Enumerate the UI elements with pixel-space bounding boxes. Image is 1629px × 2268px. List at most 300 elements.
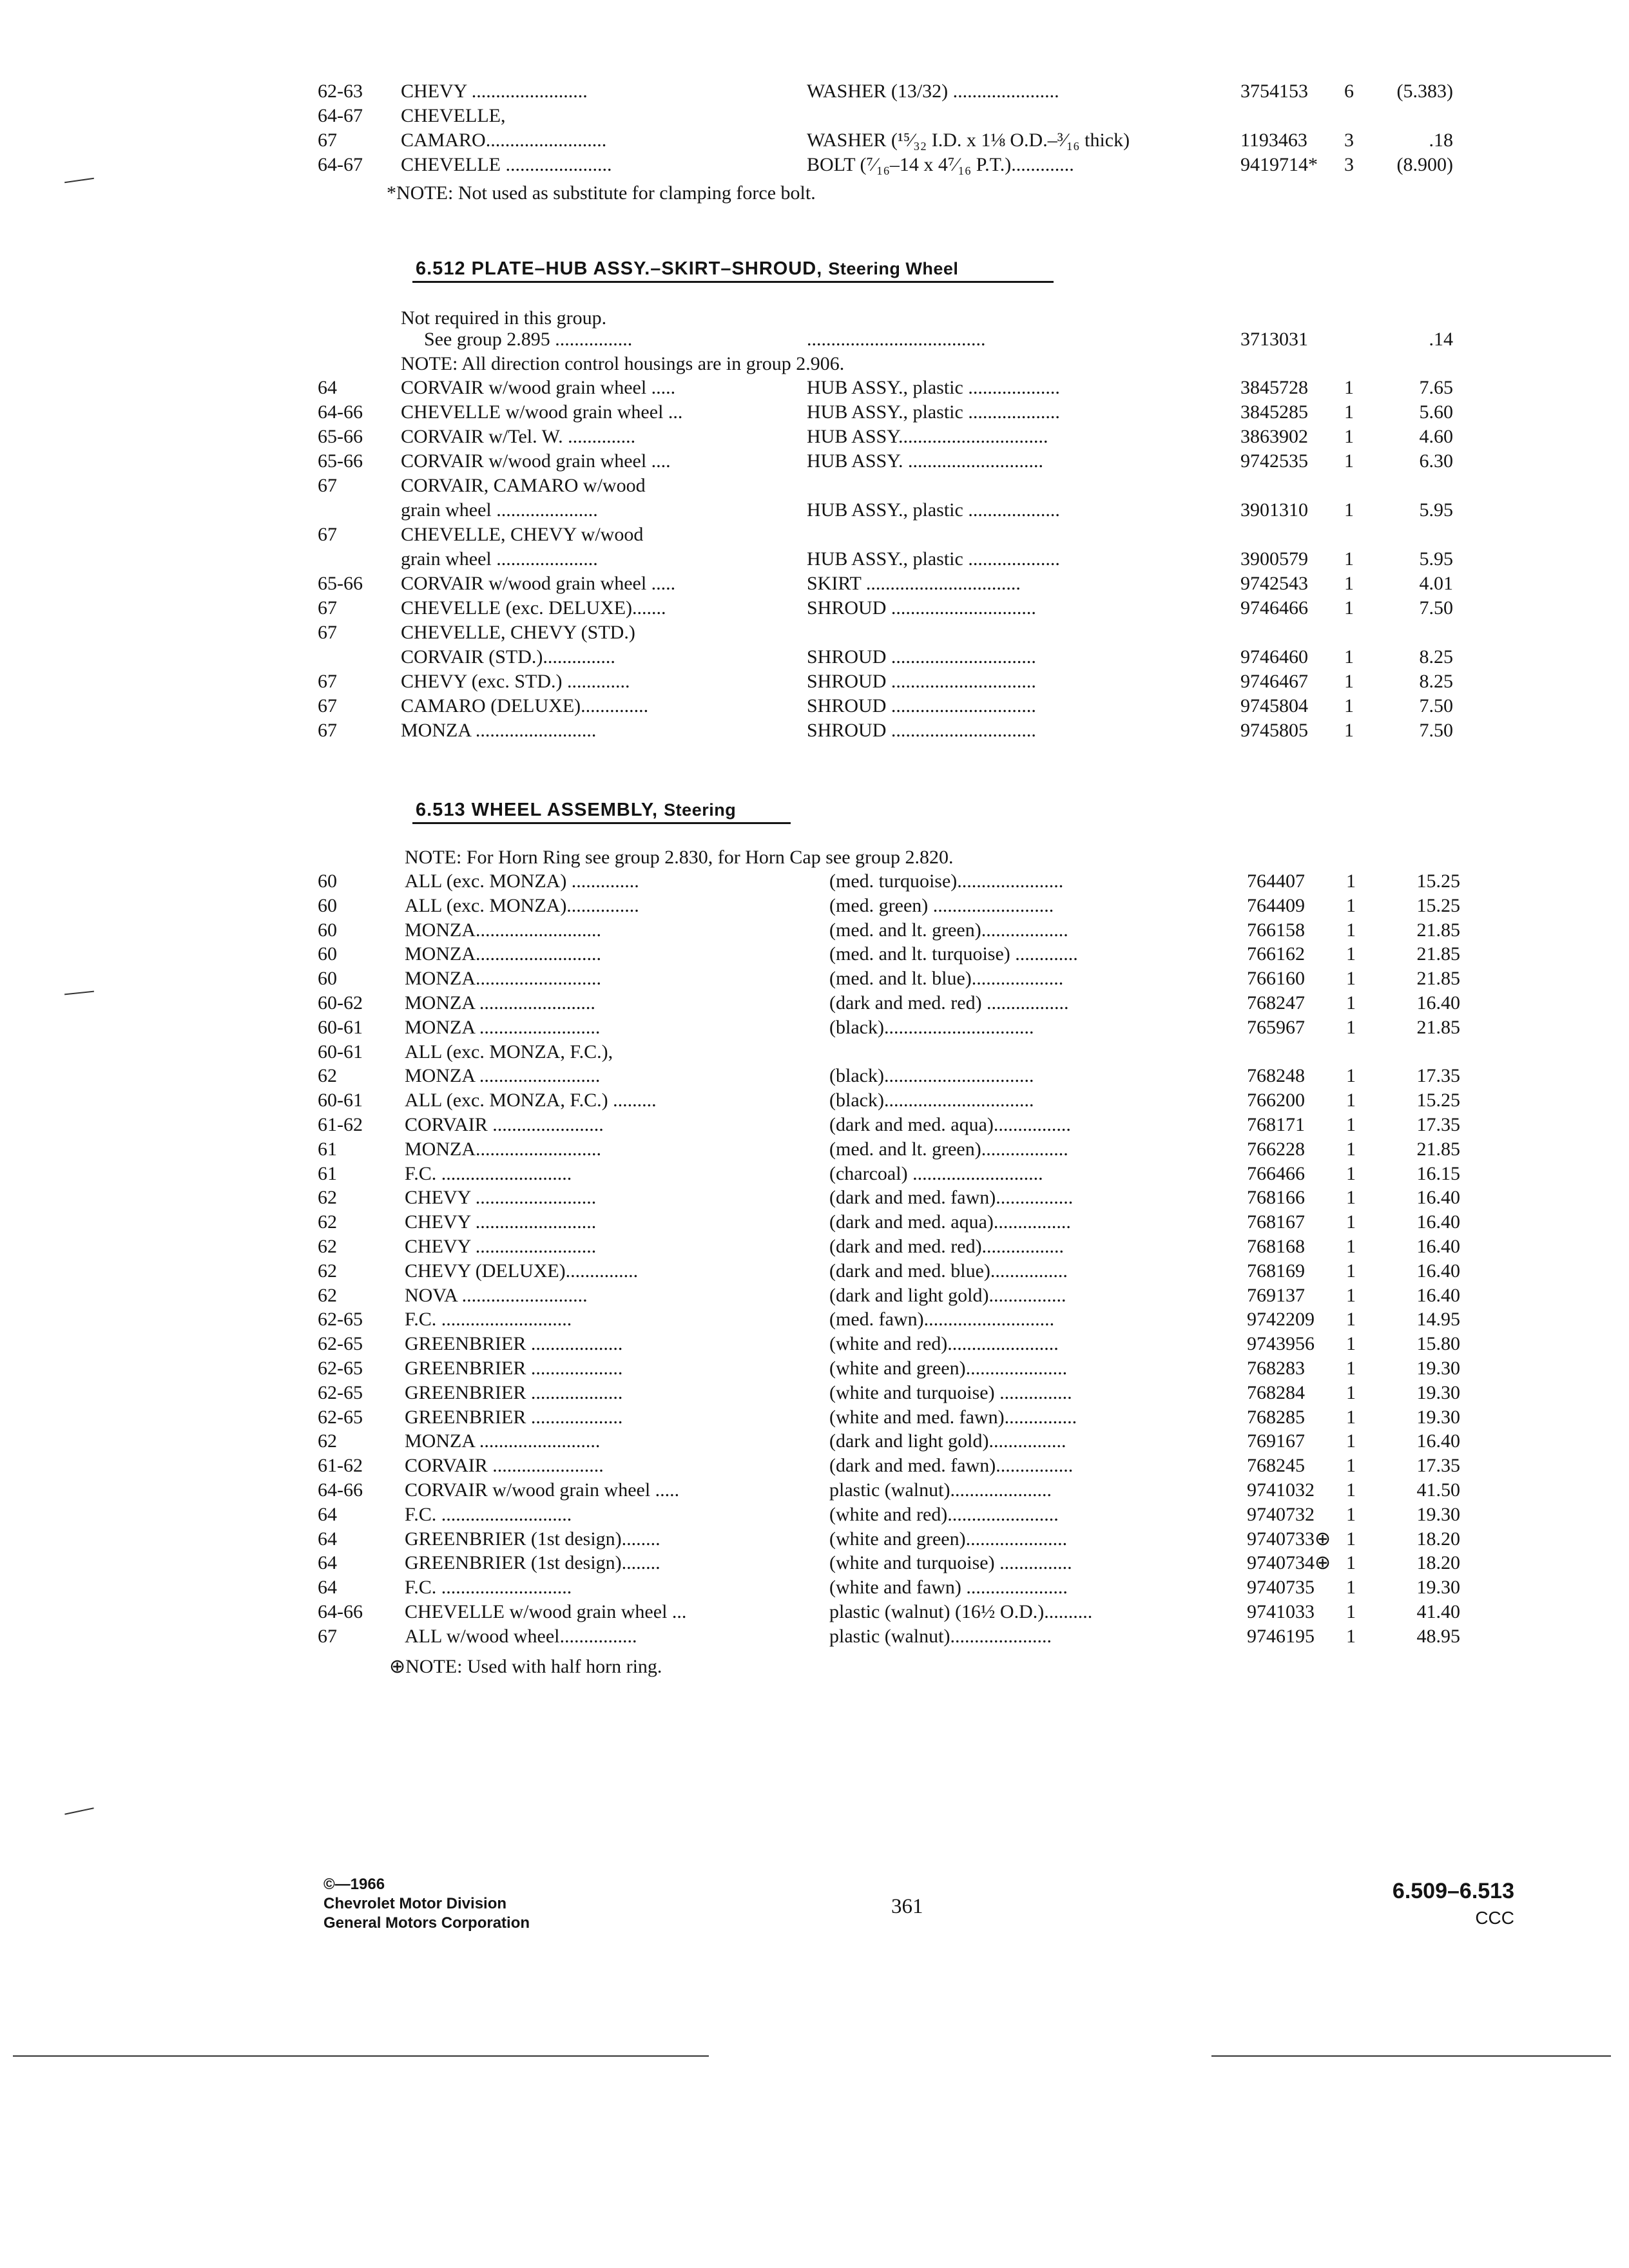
bottom-rule-right: [1211, 2055, 1611, 2057]
row-quantity: 1: [1344, 499, 1354, 521]
row-description: (dark and med. fawn)................: [829, 1455, 1074, 1477]
section-c-heading-sub: Steering: [664, 800, 737, 820]
row-part-number: 9746467: [1240, 671, 1308, 692]
parts-row: [0, 1552, 1629, 1575]
row-years: 64-66: [318, 1479, 363, 1501]
row-years: 62-63: [318, 81, 363, 102]
row-quantity: 6: [1344, 81, 1354, 102]
row-quantity: 1: [1346, 1284, 1356, 1306]
row-description: plastic (walnut).....................: [829, 1479, 1052, 1501]
row-quantity: 1: [1346, 870, 1356, 892]
row-price: 14.95: [1416, 1309, 1460, 1331]
row-years: 67: [318, 622, 337, 643]
parts-row: [0, 894, 1629, 918]
row-part-number: 768285: [1247, 1406, 1305, 1428]
row-years: 67: [318, 1625, 337, 1647]
parts-row: [0, 1381, 1629, 1405]
row-quantity: 1: [1344, 426, 1354, 447]
parts-row: [0, 450, 1629, 473]
row-part-number: 768284: [1247, 1381, 1305, 1403]
parts-row: [0, 943, 1629, 966]
row-part-number: 9746195: [1247, 1625, 1315, 1647]
row-part-number: 3845285: [1240, 401, 1308, 423]
parts-row: [0, 1308, 1629, 1331]
row-model: CHEVELLE w/wood grain wheel ...: [401, 401, 683, 423]
row-years: 67: [318, 597, 337, 619]
row-years: 64: [318, 1528, 337, 1550]
parts-row: [0, 1041, 1629, 1064]
row-part-number: 9740734⊕: [1247, 1552, 1331, 1574]
row-price: 41.50: [1416, 1479, 1460, 1501]
row-price: 18.20: [1416, 1552, 1460, 1574]
row-description: WASHER (13/32) ......................: [807, 81, 1059, 102]
row-part-number: 768171: [1247, 1114, 1305, 1135]
row-description: HUB ASSY., plastic ...................: [807, 401, 1060, 423]
row-years: 61-62: [318, 1114, 363, 1135]
row-years: 60: [318, 968, 337, 990]
row-description: (white and fawn) .....................: [829, 1577, 1068, 1599]
parts-row: [0, 1332, 1629, 1356]
row-quantity: 1: [1346, 1162, 1356, 1184]
row-part-number: 3754153: [1240, 81, 1308, 102]
row-description: (charcoal) ...........................: [829, 1162, 1043, 1184]
row-model: MONZA..........................: [405, 943, 601, 965]
row-quantity: 1: [1346, 1187, 1356, 1209]
row-description: HUB ASSY...............................: [807, 426, 1048, 447]
row-price: 16.40: [1416, 1187, 1460, 1209]
row-description: SHROUD ..............................: [807, 695, 1036, 716]
row-years: 60: [318, 919, 337, 941]
row-price: 16.40: [1416, 1211, 1460, 1233]
row-model: CORVAIR w/Tel. W. ..............: [401, 426, 636, 447]
row-years: 61: [318, 1138, 337, 1160]
section-b-note-3: NOTE: All direction control housings are in group 2.906.: [401, 353, 845, 374]
parts-row: [0, 153, 1629, 177]
row-description: (dark and med. red).................: [829, 1236, 1065, 1257]
row-price: 21.85: [1416, 919, 1460, 941]
row-model: MONZA .........................: [401, 720, 597, 741]
row-years: 62: [318, 1430, 337, 1452]
row-part-number: 9741032: [1247, 1479, 1315, 1501]
row-part-number: 3901310: [1240, 499, 1308, 521]
row-years: 62-65: [318, 1333, 363, 1355]
section-b-note-2-desc: .....................................: [807, 329, 986, 350]
row-part-number: 1193463: [1240, 130, 1307, 151]
row-model: GREENBRIER (1st design)........: [405, 1552, 660, 1574]
row-years: 60: [318, 870, 337, 892]
row-part-number: 9741033: [1247, 1601, 1315, 1622]
row-description: (dark and med. blue)................: [829, 1260, 1068, 1282]
row-description: (white and med. fawn)...............: [829, 1406, 1077, 1428]
row-model: CHEVELLE (exc. DELUXE).......: [401, 597, 666, 619]
row-years: 61-62: [318, 1455, 363, 1477]
row-model: CORVAIR w/wood grain wheel ....: [401, 450, 671, 472]
row-price: 17.35: [1416, 1065, 1460, 1087]
row-part-number: 9743956: [1247, 1333, 1315, 1355]
row-description: (dark and med. red) .................: [829, 992, 1069, 1014]
row-quantity: 1: [1346, 992, 1356, 1014]
section-b-heading: [416, 256, 958, 281]
row-model: CHEVELLE, CHEVY (STD.): [401, 622, 635, 643]
footer-division: Chevrolet Motor Division: [323, 1895, 507, 1912]
row-model: GREENBRIER ...................: [405, 1358, 623, 1379]
row-part-number: 768166: [1247, 1187, 1305, 1209]
row-model: CHEVY .........................: [405, 1236, 597, 1257]
row-part-number: 766200: [1247, 1090, 1305, 1111]
row-price: 21.85: [1416, 943, 1460, 965]
row-quantity: 1: [1346, 968, 1356, 990]
row-part-number: 766228: [1247, 1138, 1305, 1160]
row-model: CHEVY (exc. STD.) .............: [401, 671, 630, 692]
row-description: (white and green).....................: [829, 1528, 1068, 1550]
row-part-number: 3845728: [1240, 377, 1308, 398]
row-quantity: 1: [1344, 548, 1354, 570]
row-years: 64-67: [318, 154, 363, 175]
row-description: HUB ASSY., plastic ...................: [807, 499, 1060, 521]
row-model: MONZA..........................: [405, 919, 601, 941]
parts-row: [0, 1625, 1629, 1648]
row-quantity: 1: [1346, 1406, 1356, 1428]
row-years: 60-62: [318, 992, 363, 1014]
section-b-heading-text: 6.512 PLATE–HUB ASSY.–SKIRT–SHROUD,: [416, 258, 823, 279]
row-quantity: 1: [1346, 1601, 1356, 1622]
footer-code: CCC: [1475, 1908, 1514, 1928]
row-model: CORVAIR .......................: [405, 1455, 604, 1477]
row-model: grain wheel .....................: [401, 499, 598, 521]
row-quantity: 1: [1346, 1138, 1356, 1160]
parts-row: [0, 919, 1629, 942]
row-years: 64-66: [318, 1601, 363, 1622]
row-part-number: 768167: [1247, 1211, 1305, 1233]
row-description: (med. and lt. turquoise) .............: [829, 943, 1078, 965]
row-price: 16.40: [1416, 1430, 1460, 1452]
row-quantity: 1: [1346, 1090, 1356, 1111]
row-quantity: 1: [1344, 695, 1354, 716]
row-quantity: 1: [1346, 1211, 1356, 1233]
row-part-number: 764407: [1247, 870, 1305, 892]
parts-row: [0, 425, 1629, 448]
row-model: CHEVY ........................: [401, 81, 588, 102]
row-part-number: 764409: [1247, 894, 1305, 916]
parts-row: [0, 646, 1629, 669]
row-part-number: 9740732: [1247, 1503, 1315, 1525]
row-description: HUB ASSY., plastic ...................: [807, 377, 1060, 398]
row-part-number: 9742543: [1240, 573, 1308, 594]
row-quantity: 1: [1346, 1503, 1356, 1525]
row-description: SHROUD ..............................: [807, 671, 1036, 692]
parts-row: [0, 548, 1629, 571]
row-part-number: 9746466: [1240, 597, 1308, 619]
parts-row: [0, 1576, 1629, 1599]
margin-mark: [64, 1807, 93, 1815]
footer-copyright: ©—1966: [323, 1876, 385, 1893]
row-part-number: 9742535: [1240, 450, 1308, 472]
section-b-note-2-part: 3713031: [1240, 329, 1308, 350]
row-quantity: 1: [1346, 919, 1356, 941]
parts-row: [0, 621, 1629, 644]
row-years: 65-66: [318, 450, 363, 472]
row-price: 7.50: [1419, 720, 1453, 741]
row-model: CHEVELLE, CHEVY w/wood: [401, 524, 644, 545]
row-description: (med. and lt. green)..................: [829, 919, 1068, 941]
row-years: 60: [318, 894, 337, 916]
row-description: (white and turquoise) ...............: [829, 1552, 1072, 1574]
margin-mark: [64, 178, 94, 183]
row-model: CORVAIR .......................: [405, 1114, 604, 1135]
row-years: 62-65: [318, 1406, 363, 1428]
parts-row: [0, 1600, 1629, 1624]
row-part-number: 766160: [1247, 968, 1305, 990]
row-price: 4.60: [1419, 426, 1453, 447]
parts-row: [0, 80, 1629, 103]
row-quantity: 1: [1344, 573, 1354, 594]
parts-row: [0, 870, 1629, 893]
row-model: NOVA ..........................: [405, 1284, 588, 1306]
section-c-heading-text: 6.513 WHEEL ASSEMBLY,: [416, 800, 659, 820]
row-years: 67: [318, 475, 337, 496]
parts-row: [0, 1528, 1629, 1551]
parts-row: [0, 967, 1629, 990]
row-years: 62: [318, 1236, 337, 1257]
row-quantity: 1: [1346, 1065, 1356, 1087]
row-model: ALL (exc. MONZA) ..............: [405, 870, 639, 892]
row-price: 19.30: [1416, 1406, 1460, 1428]
row-description: HUB ASSY. ............................: [807, 450, 1044, 472]
row-price: 15.25: [1416, 870, 1460, 892]
row-description: (dark and light gold)................: [829, 1284, 1066, 1306]
row-price: 41.40: [1416, 1601, 1460, 1622]
parts-row: [0, 104, 1629, 128]
row-years: 67: [318, 671, 337, 692]
row-description: SHROUD ..............................: [807, 646, 1036, 668]
row-model: CORVAIR, CAMARO w/wood: [401, 475, 646, 496]
parts-row: [0, 474, 1629, 497]
row-model: CHEVY .........................: [405, 1211, 597, 1233]
row-model: CORVAIR (STD.)...............: [401, 646, 615, 668]
row-price: 19.30: [1416, 1503, 1460, 1525]
row-price: 21.85: [1416, 1016, 1460, 1038]
row-price: (5.383): [1396, 81, 1453, 102]
row-price: 8.25: [1419, 671, 1453, 692]
section-b-note-2-price: .14: [1429, 329, 1453, 350]
row-part-number: 768248: [1247, 1065, 1305, 1087]
row-years: 67: [318, 695, 337, 716]
section-b-note-2-model: See group 2.895 ................: [424, 329, 633, 350]
row-price: .18: [1429, 130, 1453, 151]
row-price: 17.35: [1416, 1114, 1460, 1135]
row-part-number: 769137: [1247, 1284, 1305, 1306]
row-part-number: 766158: [1247, 919, 1305, 941]
parts-row: [0, 129, 1629, 152]
row-price: 15.25: [1416, 894, 1460, 916]
row-price: 7.50: [1419, 695, 1453, 716]
row-model: CHEVELLE w/wood grain wheel ...: [405, 1601, 687, 1622]
row-description: (white and turquoise) ...............: [829, 1381, 1072, 1403]
row-model: CORVAIR w/wood grain wheel .....: [401, 573, 676, 594]
section-a-note: *NOTE: Not used as substitute for clamping force bolt.: [387, 182, 816, 204]
row-part-number: 9740733⊕: [1247, 1528, 1331, 1550]
row-quantity: 1: [1346, 1381, 1356, 1403]
row-description: (dark and med. aqua)................: [829, 1211, 1071, 1233]
parts-row: [0, 572, 1629, 595]
row-quantity: 1: [1346, 943, 1356, 965]
row-price: 16.15: [1416, 1162, 1460, 1184]
parts-row: [0, 1211, 1629, 1234]
row-description: (med. green) .........................: [829, 894, 1054, 916]
row-part-number: 9419714*: [1240, 154, 1318, 175]
row-model: CAMARO.........................: [401, 130, 607, 151]
row-description: (black)...............................: [829, 1065, 1034, 1087]
section-c-note: NOTE: For Horn Ring see group 2.830, for Horn Cap see group 2.820.: [405, 847, 954, 868]
row-model: MONZA ........................: [405, 992, 595, 1014]
row-price: 18.20: [1416, 1528, 1460, 1550]
parts-row: [0, 1357, 1629, 1380]
row-part-number: 769167: [1247, 1430, 1305, 1452]
row-price: 5.60: [1419, 401, 1453, 423]
row-model: CORVAIR w/wood grain wheel .....: [401, 377, 676, 398]
parts-row: [0, 1406, 1629, 1429]
row-years: 64: [318, 1552, 337, 1574]
row-model: ALL (exc. MONZA, F.C.) .........: [405, 1090, 657, 1111]
parts-row: [0, 1430, 1629, 1453]
row-years: 67: [318, 524, 337, 545]
row-price: 5.95: [1419, 499, 1453, 521]
parts-row: [0, 597, 1629, 620]
footer-group: [1393, 1877, 1514, 1931]
parts-row: [0, 1186, 1629, 1209]
row-price: 7.50: [1419, 597, 1453, 619]
row-quantity: 1: [1346, 1430, 1356, 1452]
section-c-heading-underline: [412, 822, 791, 824]
row-model: grain wheel .....................: [401, 548, 598, 570]
row-quantity: 1: [1346, 1528, 1356, 1550]
row-model: MONZA..........................: [405, 968, 601, 990]
row-years: 64-67: [318, 105, 363, 126]
row-price: 19.30: [1416, 1358, 1460, 1379]
row-description: plastic (walnut).....................: [829, 1625, 1052, 1647]
row-price: 6.30: [1419, 450, 1453, 472]
row-quantity: 1: [1344, 401, 1354, 423]
row-quantity: 1: [1344, 450, 1354, 472]
row-part-number: 766466: [1247, 1162, 1305, 1184]
section-c-footnote: ⊕NOTE: Used with half horn ring.: [389, 1656, 662, 1677]
row-description: (white and red).......................: [829, 1333, 1059, 1355]
row-part-number: 768283: [1247, 1358, 1305, 1379]
row-model: GREENBRIER (1st design)........: [405, 1528, 660, 1550]
row-quantity: 1: [1346, 1236, 1356, 1257]
row-description: (black)...............................: [829, 1016, 1034, 1038]
row-description: (med. fawn)...........................: [829, 1309, 1055, 1331]
section-b-heading-underline: [412, 281, 1054, 283]
row-quantity: 1: [1346, 1309, 1356, 1331]
row-part-number: 768168: [1247, 1236, 1305, 1257]
row-quantity: 1: [1344, 377, 1354, 398]
row-quantity: 1: [1344, 720, 1354, 741]
section-b-note-1: Not required in this group.: [401, 307, 607, 329]
row-price: 16.40: [1416, 992, 1460, 1014]
row-years: 62-65: [318, 1309, 363, 1331]
row-years: 62: [318, 1260, 337, 1282]
row-quantity: 1: [1346, 1625, 1356, 1647]
row-description: BOLT (⁷⁄₁₆–14 x 4⁷⁄₁₆ P.T.).............: [807, 154, 1074, 175]
parts-row: [0, 1454, 1629, 1477]
row-model: MONZA .........................: [405, 1016, 601, 1038]
row-years: 65-66: [318, 573, 363, 594]
row-part-number: 768169: [1247, 1260, 1305, 1282]
row-part-number: 768247: [1247, 992, 1305, 1014]
row-years: 61: [318, 1162, 337, 1184]
parts-row: [0, 1113, 1629, 1137]
row-model: F.C. ...........................: [405, 1503, 572, 1525]
bottom-rule-left: [13, 2055, 709, 2057]
row-quantity: 1: [1346, 1552, 1356, 1574]
row-part-number: 9740735: [1247, 1577, 1315, 1599]
parts-row: [0, 1235, 1629, 1258]
row-model: F.C. ...........................: [405, 1577, 572, 1599]
row-part-number: 768245: [1247, 1455, 1305, 1477]
row-price: 8.25: [1419, 646, 1453, 668]
parts-row: [0, 1503, 1629, 1526]
row-years: 60-61: [318, 1016, 363, 1038]
row-description: (dark and med. aqua)................: [829, 1114, 1071, 1135]
row-quantity: 1: [1346, 1016, 1356, 1038]
row-part-number: 765967: [1247, 1016, 1305, 1038]
row-model: MONZA .........................: [405, 1065, 601, 1087]
row-description: (dark and med. fawn)................: [829, 1187, 1074, 1209]
row-years: 62: [318, 1211, 337, 1233]
row-years: 62: [318, 1187, 337, 1209]
parts-row: [0, 719, 1629, 742]
row-part-number: 9745805: [1240, 720, 1308, 741]
parts-row: [0, 1162, 1629, 1186]
parts-row: [0, 695, 1629, 718]
parts-row: [0, 1260, 1629, 1283]
row-quantity: 1: [1346, 1333, 1356, 1355]
row-quantity: 1: [1346, 1358, 1356, 1379]
row-model: CHEVELLE,: [401, 105, 506, 126]
row-description: (white and green).....................: [829, 1358, 1068, 1379]
parts-row: [0, 1016, 1629, 1039]
parts-row: [0, 1138, 1629, 1161]
row-price: 48.95: [1416, 1625, 1460, 1647]
row-description: (med. turquoise)......................: [829, 870, 1064, 892]
row-years: 62: [318, 1065, 337, 1087]
parts-row: [0, 670, 1629, 693]
row-years: 60: [318, 943, 337, 965]
parts-row: [0, 376, 1629, 399]
row-description: HUB ASSY., plastic ...................: [807, 548, 1060, 570]
row-model: ALL (exc. MONZA)...............: [405, 894, 639, 916]
parts-row: [0, 1284, 1629, 1307]
row-price: 16.40: [1416, 1236, 1460, 1257]
row-price: 21.85: [1416, 1138, 1460, 1160]
parts-row: [0, 992, 1629, 1015]
row-description: (dark and light gold)................: [829, 1430, 1066, 1452]
row-model: MONZA .........................: [405, 1430, 601, 1452]
row-part-number: 9742209: [1247, 1309, 1315, 1331]
row-model: ALL (exc. MONZA, F.C.),: [405, 1041, 613, 1062]
row-part-number: 3900579: [1240, 548, 1308, 570]
parts-row: [0, 401, 1629, 424]
row-quantity: 1: [1346, 1479, 1356, 1501]
row-model: CAMARO (DELUXE)..............: [401, 695, 649, 716]
row-quantity: 1: [1344, 646, 1354, 668]
parts-row: [0, 1064, 1629, 1088]
row-part-number: 9745804: [1240, 695, 1308, 716]
row-price: 5.95: [1419, 548, 1453, 570]
row-model: F.C. ...........................: [405, 1162, 572, 1184]
row-quantity: 1: [1346, 1114, 1356, 1135]
